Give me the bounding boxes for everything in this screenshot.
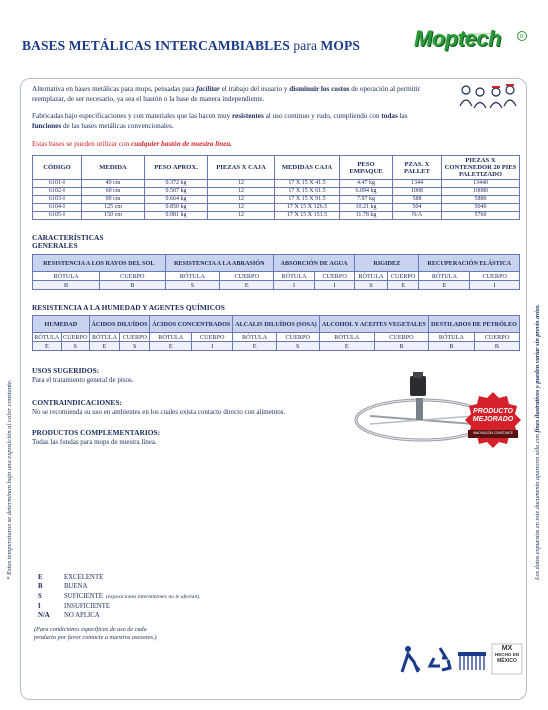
complements-text: Todas las fundas para mops de nuestra línea. (32, 438, 157, 446)
rating-cell: B (374, 342, 428, 351)
table-cell: 13440 (442, 180, 520, 188)
col-pzas-pallet: PZAS. X PALLET (393, 156, 442, 180)
sub-header: CUERPO (192, 333, 233, 342)
uses-text: Para el tratamiento general de pisos. (32, 376, 134, 384)
legend (38, 573, 201, 620)
table-cell: 12 (208, 180, 275, 188)
rating-cell: I (274, 281, 315, 290)
page-title (22, 38, 360, 54)
legend-note: (Para condiciones específicas de uso de cada producto por favor contacte a nuestros asesores.) (34, 626, 157, 641)
table-cell: 6105-I (33, 212, 82, 220)
badge-line-2: MEJORADO (472, 416, 514, 423)
table-cell: 0.507 kg (145, 188, 208, 196)
table-cell: 0.372 kg (145, 180, 208, 188)
table-cell: 60 cm (82, 188, 145, 196)
table-cell: N/A (393, 212, 442, 220)
sub-header: CUERPO (276, 333, 319, 342)
col-medidas-caja: MEDIDAS CAJA (275, 156, 340, 180)
rating-cell: I (315, 281, 355, 290)
title-connector: para (293, 38, 318, 53)
table-cell: 0.981 kg (145, 212, 208, 220)
table-cell: 17 X 15 X 61.5 (275, 188, 340, 196)
table-cell: 17 X 15 X 41.5 (275, 180, 340, 188)
table-cell: 12 (208, 196, 275, 204)
rating-cell: E (233, 342, 277, 351)
group-header: ALCOHOL Y ACEITES VEGETALES (319, 316, 428, 333)
sub-header: RÓTULA (33, 272, 100, 281)
col-contenedor: PIEZAS X CONTENEDOR 20 PIES PALETIZADO (442, 156, 520, 180)
sub-header: CUERPO (220, 272, 274, 281)
table-cell: 0.664 kg (145, 196, 208, 204)
badge-line-3: INNOVACIÓN CONSTANTE (472, 431, 514, 435)
rating-cell: B (100, 281, 165, 290)
improved-product-badge (462, 390, 524, 454)
legend-item: N/A NO APLICA (38, 612, 100, 620)
sub-header: CUERPO (387, 272, 419, 281)
rating-cell: S (165, 281, 220, 290)
rating-cell: E (387, 281, 419, 290)
contraindications-text: No se recomienda su uso en ambientes en los cuales exista contacto directo con alimentos. (32, 408, 286, 416)
badge-line-1: PRODUCTO (473, 408, 513, 415)
table-cell: 6103-I (33, 196, 82, 204)
rating-cell: B (33, 281, 100, 290)
mop-fringe-icon (458, 652, 486, 670)
legend-item: E EXCELENTE (38, 574, 104, 581)
sub-header: CUERPO (100, 272, 165, 281)
table-cell: 5760 (442, 212, 520, 220)
users-group-icon (458, 82, 518, 110)
side-note-right: Los datos expuestos en este documento aparecen sólo con fines ilustrativos y pueden variar sin previo aviso. (534, 304, 541, 580)
sub-header: CUERPO (470, 272, 520, 281)
table-row (33, 188, 520, 196)
table-cell: 4.47 kg (340, 180, 393, 188)
rating-cell: B (428, 342, 474, 351)
group-header: ÁCIDOS DILUÍDOS (89, 316, 150, 333)
products-table (32, 155, 520, 220)
table-cell: 6102-I (33, 188, 82, 196)
sub-header: RÓTULA (274, 272, 315, 281)
table-cell: 504 (393, 204, 442, 212)
col-medida: MEDIDA (82, 156, 145, 180)
table-cell: 6101-I (33, 180, 82, 188)
table-cell: 125 cm (82, 204, 145, 212)
col-piezas-caja: PIEZAS X CAJA (208, 156, 275, 180)
table-cell: 6.094 kg (340, 188, 393, 196)
group-header: ABSORCIÓN DE AGUA (274, 255, 355, 272)
col-peso-empaque: PESO EMPAQUE (340, 156, 393, 180)
chemicals-table (32, 315, 520, 351)
recycle-icon (430, 648, 450, 670)
table-cell: 11.78 kg (340, 212, 393, 220)
table-row (33, 180, 520, 188)
group-header: HUMEDAD (33, 316, 90, 333)
group-header: DESTILADOS DE PETRÓLEO (428, 316, 519, 333)
legend-item: S SUFICIENTE (exposiciones intermitentes no le afectan). (38, 592, 201, 600)
title-main: BASES METÁLICAS INTERCAMBIABLES (22, 38, 290, 53)
contraindications-title: CONTRAINDICACIONES: (32, 398, 122, 407)
group-header: RECUPERACIÓN ELÁSTICA (419, 255, 520, 272)
rating-cell: E (33, 342, 62, 351)
sub-header: RÓTULA (428, 333, 474, 342)
table-cell: 40 cm (82, 180, 145, 188)
table-cell: 12 (208, 204, 275, 212)
sub-header: CUERPO (63, 333, 88, 341)
table-cell: 10.21 kg (340, 204, 393, 212)
table-cell: 1344 (393, 180, 442, 188)
title-end: MOPS (320, 38, 360, 53)
sub-header: RÓTULA (319, 333, 374, 342)
table-cell: 5880 (442, 196, 520, 204)
rating-cell: S (120, 342, 150, 351)
compatibility-note: Estas bases se pueden utilizar con cualquier bastón de nuestra línea. (32, 140, 232, 148)
table-cell: 17 X 15 X 151.5 (275, 212, 340, 220)
hecho-en-mexico-label: MX HECHO EN MÉXICO (494, 645, 520, 664)
brand-wordmark: Moptech (414, 26, 501, 51)
rating-cell: S (276, 342, 319, 351)
sub-header: RÓTULA (355, 272, 388, 281)
col-codigo: CÓDIGO (33, 156, 82, 180)
group-header: RIGIDEZ (355, 255, 419, 272)
characteristics-title: CARACTERÍSTICAS GENERALES (32, 233, 104, 250)
sub-header: CUERPO (120, 333, 150, 342)
rating-cell: E (150, 342, 192, 351)
sub-header: RÓTULA (34, 333, 60, 341)
rating-cell: I (192, 342, 233, 351)
table-row (33, 196, 520, 204)
table-cell: 1008 (393, 188, 442, 196)
rating-cell: E (220, 281, 274, 290)
side-note-left: * Estas temperaturas se determinan bajo una exposición al calor constante. (6, 379, 13, 580)
characteristics-table (32, 254, 520, 290)
intro-paragraph-2: Fabricadas bajo especificaciones y con materiales que las hacen muy resistentes al uso continuo y rudo, cumpliendo con todas las funciones de las bases metálicas convencionales. (32, 112, 408, 130)
cleaning-person-icon (402, 646, 420, 672)
group-header: RESISTENCIA A LOS RAYOS DEL SOL (33, 255, 166, 272)
group-header: ALCALIS DILUÍDOS (SOSA) (233, 316, 319, 333)
group-header: RESISTENCIA A LA ABRASIÓN (165, 255, 273, 272)
table-cell: 12 (208, 212, 275, 220)
table-cell: 12 (208, 188, 275, 196)
table-cell: 150 cm (82, 212, 145, 220)
rating-cell: S (61, 342, 89, 351)
sub-header: RÓTULA (89, 333, 120, 342)
legend-item: B BUENA (38, 583, 88, 591)
rating-cell: E (419, 281, 470, 290)
legend-item: I INSUFICIENTE (38, 602, 111, 610)
sub-header: RÓTULA (165, 272, 220, 281)
group-header: ÁCIDOS CONCENTRADOS (150, 316, 233, 333)
table-cell: 17 X 15 X 126.5 (275, 204, 340, 212)
table-cell: 588 (393, 196, 442, 204)
sub-header: RÓTULA (150, 333, 192, 342)
intro-paragraph-1: Alternativa en bases metálicas para mops, pensadas para facilitar el trabajo del usuario y disminuir los costos de operación al permitir reemplazar, de ser necesario, ya sea el bastón o la base de manera independiente. (32, 85, 421, 103)
brand-logo (410, 26, 530, 54)
table-cell: 90 cm (82, 196, 145, 204)
table-cell: 17 X 15 X 91.5 (275, 196, 340, 204)
rating-cell: B (474, 342, 519, 351)
table-cell: 0.850 kg (145, 204, 208, 212)
sub-header: CUERPO (474, 333, 519, 342)
rating-cell: E (319, 342, 374, 351)
complements-title: PRODUCTOS COMPLEMENTARIOS: (32, 428, 161, 437)
col-peso: PESO APROX. (145, 156, 208, 180)
rating-cell: I (470, 281, 520, 290)
table-cell: 6104-I (33, 204, 82, 212)
sub-header: RÓTULA (233, 333, 277, 342)
table-cell: 7.97 kg (340, 196, 393, 204)
svg-text:R: R (520, 34, 524, 40)
sub-header: RÓTULA (419, 272, 470, 281)
uses-title: USOS SUGERIDOS: (32, 366, 100, 375)
rating-cell: E (89, 342, 120, 351)
sub-header: CUERPO (315, 272, 355, 281)
table-row (33, 212, 520, 220)
rating-cell: S (355, 281, 388, 290)
table-row (33, 204, 520, 212)
table-cell: 5040 (442, 204, 520, 212)
table-cell: 10080 (442, 188, 520, 196)
sub-header: CUERPO (374, 333, 428, 342)
chemicals-title: RESISTENCIA A LA HUMEDAD Y AGENTES QUÍMICOS (32, 303, 225, 312)
